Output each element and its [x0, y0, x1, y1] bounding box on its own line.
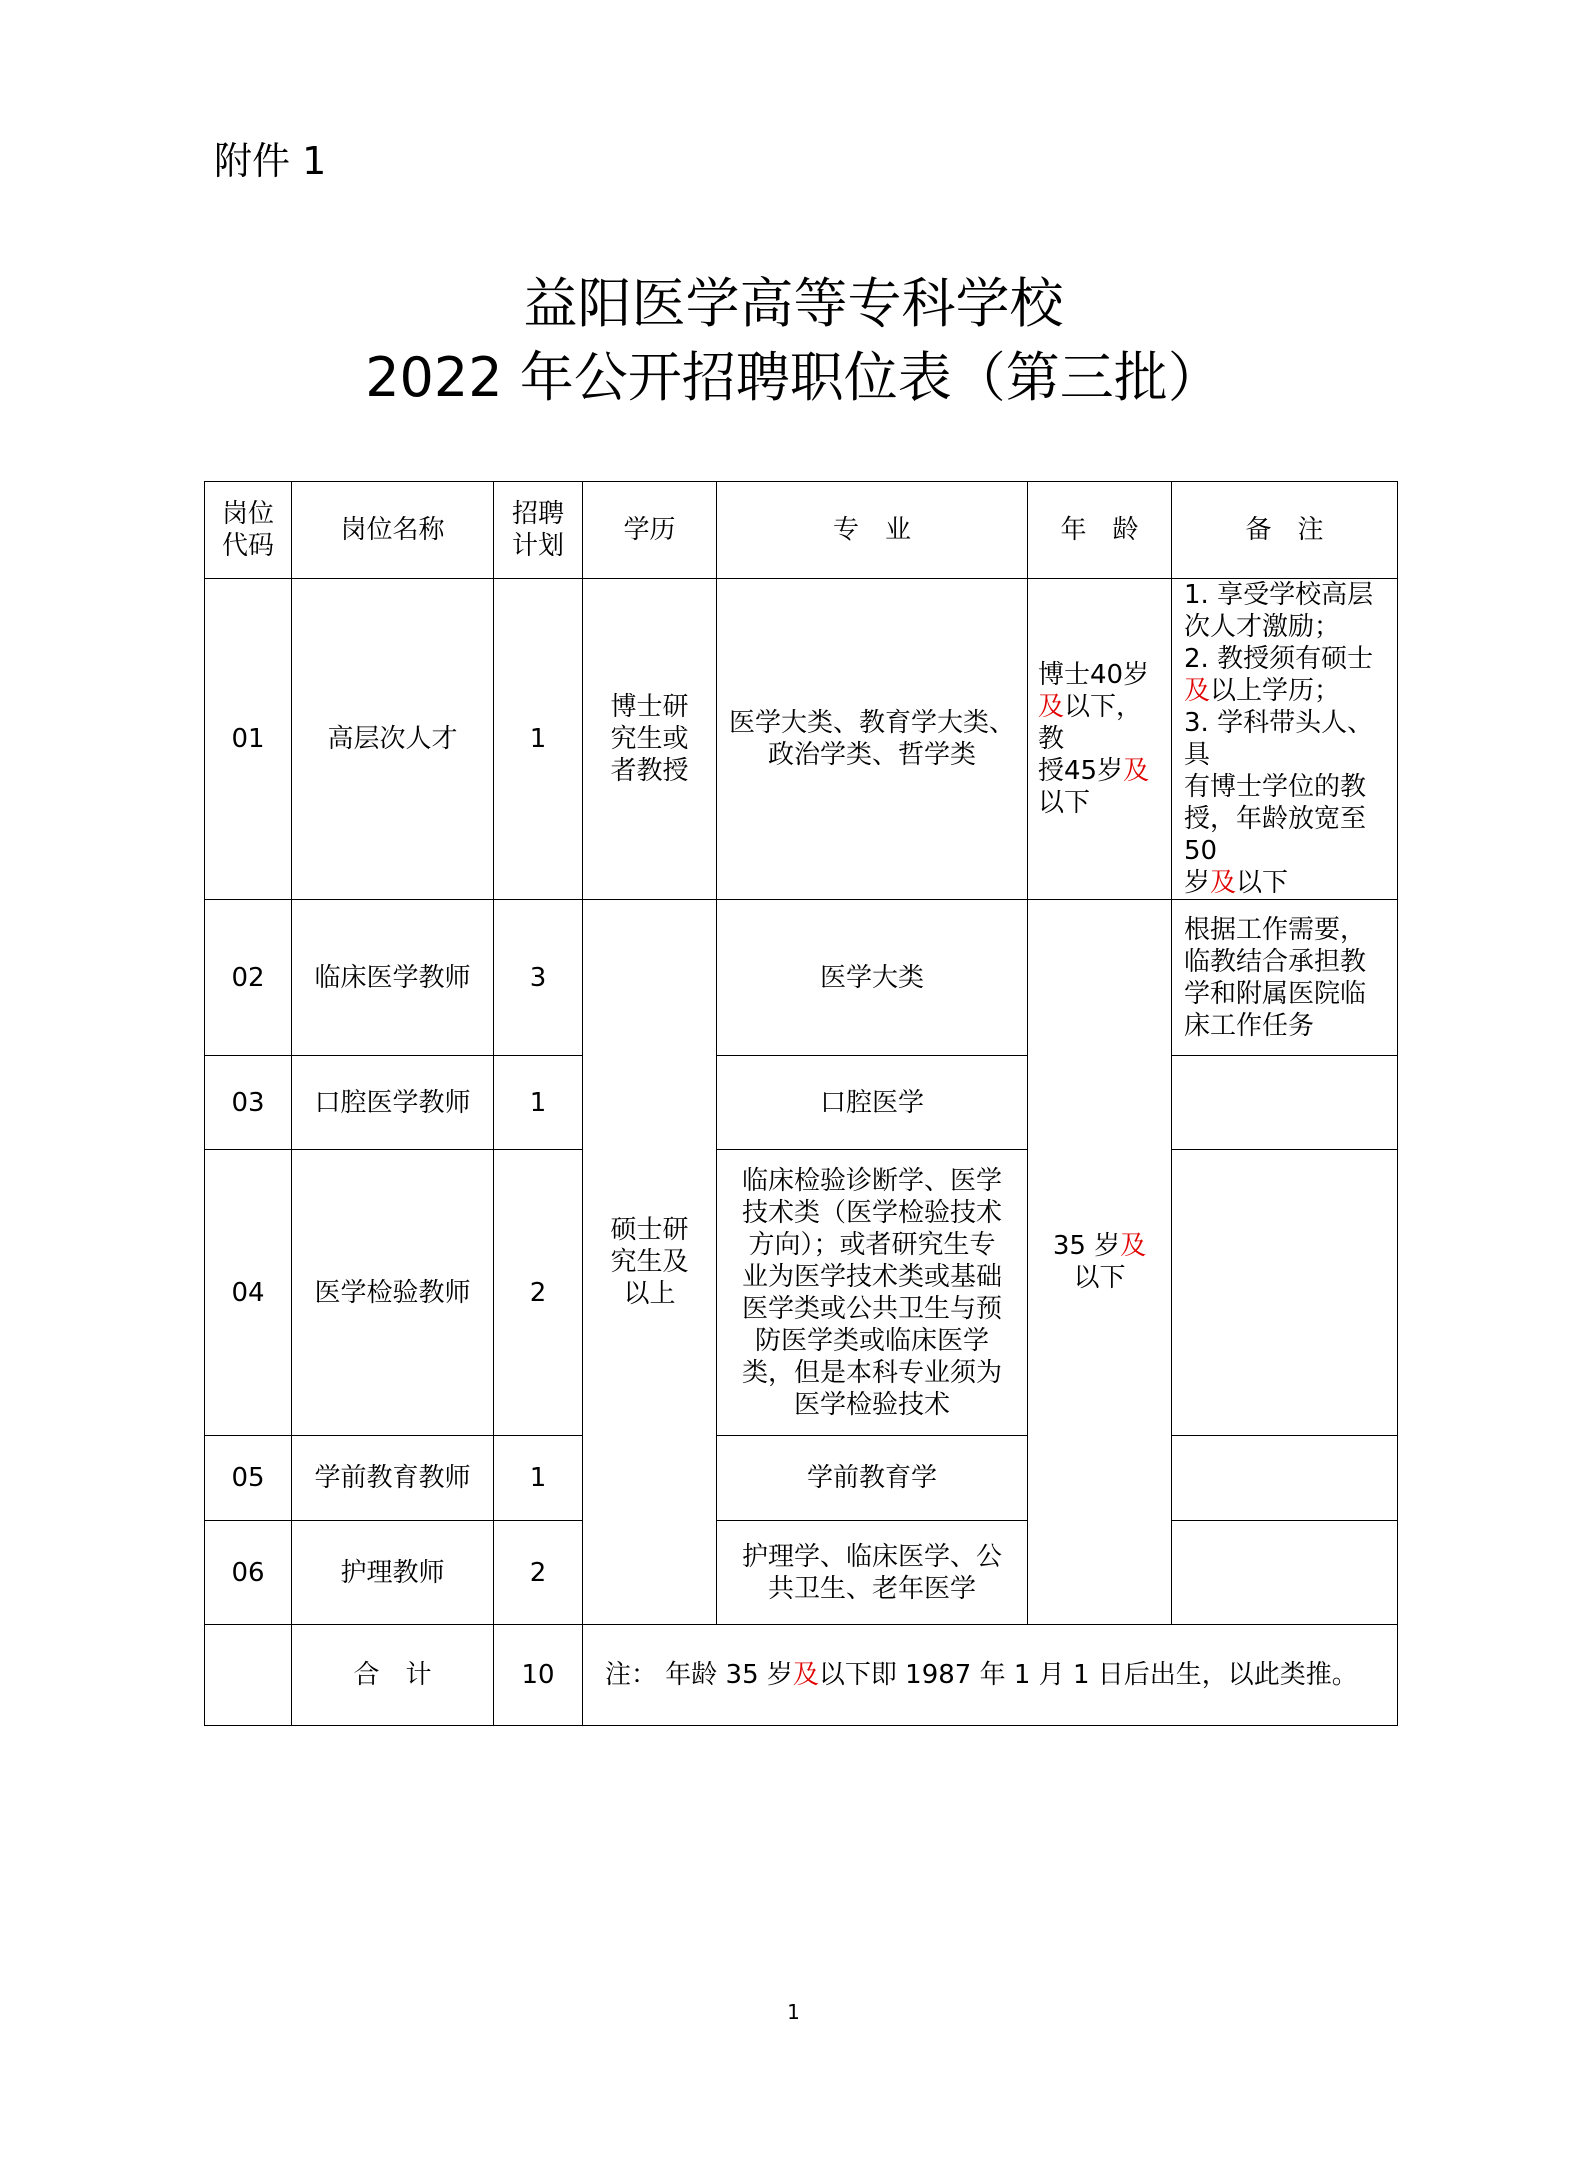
table-row [205, 900, 1398, 1056]
page-title-line2: 2022 年公开招聘职位表（第三批） [365, 346, 1222, 409]
header-major: 专 业 [717, 482, 1028, 579]
row-plan: 2 [494, 1150, 583, 1436]
row-name: 高层次人才 [292, 579, 494, 900]
row-plan: 3 [494, 900, 583, 1056]
page-title-line1: 益阳医学高等专科学校 [523, 272, 1064, 335]
table-row [205, 579, 1398, 900]
positions-table [204, 481, 1398, 1726]
total-label: 合 计 [292, 1625, 494, 1726]
row-code: 02 [205, 900, 292, 1056]
row-major: 护理学、临床医学、公 共卫生、老年医学 [717, 1521, 1028, 1625]
row-remark [1172, 1150, 1398, 1436]
row-remark: 根据工作需要， 临教结合承担教 学和附属医院临 床工作任务 [1172, 900, 1398, 1056]
row-name: 医学检验教师 [292, 1150, 494, 1436]
header-code: 岗位 代码 [205, 482, 292, 579]
row-plan: 1 [494, 579, 583, 900]
header-age: 年 龄 [1028, 482, 1172, 579]
row-age: 博士40岁 及以下，教 授45岁及 以下 [1028, 579, 1172, 900]
total-note: 注： 年龄 35 岁及以下即 1987 年 1 月 1 日后出生，以此类推。 [583, 1625, 1398, 1726]
row-plan: 2 [494, 1521, 583, 1625]
header-plan: 招聘 计划 [494, 482, 583, 579]
row-major: 医学大类、教育学大类、 政治学类、哲学类 [717, 579, 1028, 900]
row-education: 博士研 究生或 者教授 [583, 579, 717, 900]
row-code: 05 [205, 1436, 292, 1521]
row-major: 学前教育学 [717, 1436, 1028, 1521]
row-code: 04 [205, 1150, 292, 1436]
row-remark [1172, 1056, 1398, 1150]
shared-age: 35 岁及 以下 [1028, 900, 1172, 1625]
header-education: 学历 [583, 482, 717, 579]
row-remark [1172, 1436, 1398, 1521]
row-name: 临床医学教师 [292, 900, 494, 1056]
table-row [205, 1056, 1398, 1150]
header-remark: 备 注 [1172, 482, 1398, 579]
row-name: 学前教育教师 [292, 1436, 494, 1521]
total-plan: 10 [494, 1625, 583, 1726]
row-name: 口腔医学教师 [292, 1056, 494, 1150]
row-remark: 1. 享受学校高层 次人才激励； 2. 教授须有硕士 及以上学历； 3. 学科带头人、具 有博士学位的教 授，年龄放宽至 50 岁及以下 [1172, 579, 1398, 900]
total-row [205, 1625, 1398, 1726]
row-remark [1172, 1521, 1398, 1625]
row-name: 护理教师 [292, 1521, 494, 1625]
shared-education: 硕士研 究生及 以上 [583, 900, 717, 1625]
attachment-label: 附件 1 [214, 139, 327, 183]
row-plan: 1 [494, 1056, 583, 1150]
table-row [205, 1521, 1398, 1625]
header-name: 岗位名称 [292, 482, 494, 579]
page-number: 1 [787, 2000, 800, 2024]
total-code [205, 1625, 292, 1726]
row-plan: 1 [494, 1436, 583, 1521]
row-code: 06 [205, 1521, 292, 1625]
row-code: 03 [205, 1056, 292, 1150]
table-row [205, 1436, 1398, 1521]
row-code: 01 [205, 579, 292, 900]
table-header-row [205, 482, 1398, 579]
row-major: 医学大类 [717, 900, 1028, 1056]
row-major: 临床检验诊断学、医学 技术类（医学检验技术 方向）；或者研究生专 业为医学技术类或基础 医学类或公共卫生与预 防医学类或临床医学 类，但是本科专业须为 医学检验技术 [717, 1150, 1028, 1436]
row-major: 口腔医学 [717, 1056, 1028, 1150]
table-row [205, 1150, 1398, 1436]
